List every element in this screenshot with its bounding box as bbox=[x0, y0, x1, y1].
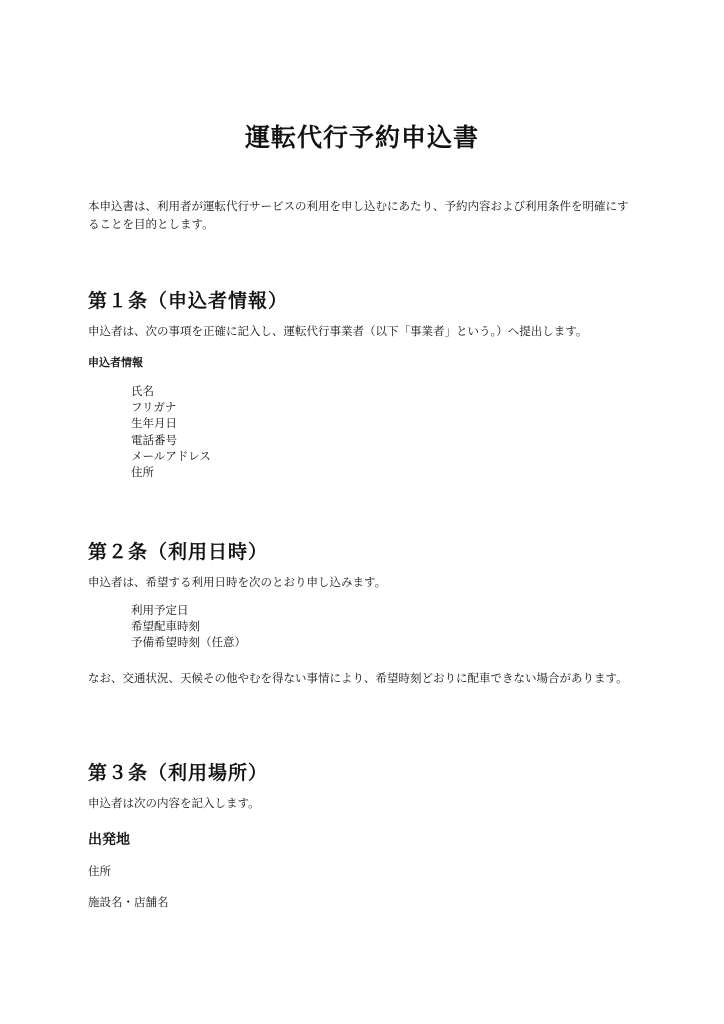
applicant-info-list bbox=[131, 383, 211, 480]
departure-subheading: 出発地 bbox=[88, 832, 130, 848]
applicant-info-subheading: 申込者情報 bbox=[88, 356, 143, 369]
article-2-heading: 第２条（利用日時） bbox=[88, 541, 269, 563]
facility-name-field-label: 施設名・店舗名 bbox=[88, 895, 169, 909]
article-2-body: 申込者は、希望する利用日時を次のとおり申し込みます。 bbox=[88, 575, 387, 589]
list-item: 希望配車時刻 bbox=[131, 619, 200, 634]
article-2-note: なお、交通状況、天候その他やむを得ない事情により、希望時刻どおりに配車できない場合があります。 bbox=[88, 671, 628, 685]
list-item: 予備希望時刻（任意） bbox=[131, 635, 246, 650]
article-1-body: 申込者は、次の事項を正確に記入し、運転代行事業者（以下「事業者」という。）へ提出します。 bbox=[88, 324, 588, 338]
list-item: 住所 bbox=[131, 465, 154, 480]
list-item: 氏名 bbox=[131, 384, 154, 398]
list-item: フリガナ bbox=[131, 400, 177, 415]
list-item: 電話番号 bbox=[131, 432, 177, 447]
article-3-heading: 第３条（利用場所） bbox=[88, 762, 269, 784]
usage-datetime-list bbox=[131, 602, 246, 651]
list-item: 利用予定日 bbox=[131, 603, 189, 617]
intro-paragraph: 本申込書は、利用者が運転代行サービスの利用を申し込むにあたり、予約内容および利用条件を明確にすることを目的とします。 bbox=[88, 199, 629, 231]
list-item: メールアドレス bbox=[131, 448, 211, 463]
list-item: 生年月日 bbox=[131, 416, 177, 431]
article-1-heading: 第１条（申込者情報） bbox=[88, 290, 289, 312]
document-title: 運転代行予約申込書 bbox=[244, 123, 479, 152]
address-field-label: 住所 bbox=[88, 864, 111, 878]
article-3-body: 申込者は次の内容を記入します。 bbox=[88, 796, 260, 810]
